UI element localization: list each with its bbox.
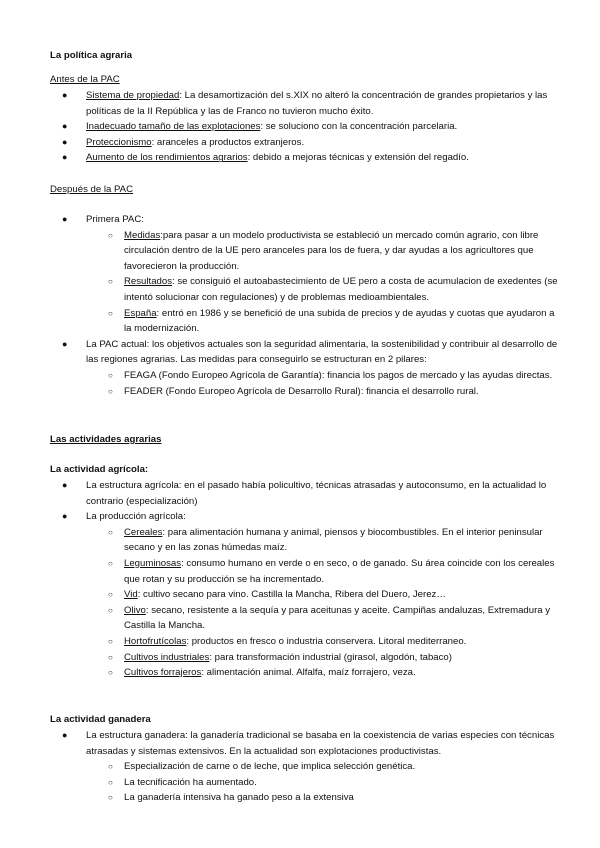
ganadera-list bbox=[50, 728, 562, 806]
list-item: ● Inadecuado tamaño de las explotaciones: se soluciono con la concentración parcelaria. bbox=[50, 119, 562, 135]
sublist-item: ○ España: entró en 1986 y se benefició de una subida de precios y de ayudas y cuotas que ayudaron a la modernización. bbox=[108, 307, 555, 335]
agricola-heading: La actividad agrícola: bbox=[50, 464, 149, 475]
bullet-icon: ● bbox=[62, 214, 68, 224]
circle-bullet-icon: ○ bbox=[108, 605, 113, 615]
ganadera-sublist bbox=[50, 759, 562, 806]
sublist-item: ○ Cultivos forrajeros: alimentación animal. Alfalfa, maíz forrajero, veza. bbox=[50, 665, 562, 681]
circle-bullet-icon: ○ bbox=[108, 277, 113, 287]
actual-sublist bbox=[50, 368, 562, 399]
list-item: ● La producción agrícola: bbox=[50, 509, 562, 525]
section-despues-heading: Después de la PAC bbox=[50, 184, 134, 195]
list-item: ● Primera PAC: bbox=[50, 212, 562, 228]
ganadera-heading: La actividad ganadera bbox=[50, 714, 151, 725]
bullet-icon: ● bbox=[62, 511, 68, 522]
list-item: ● Aumento de los rendimientos agrarios: debido a mejoras técnicas y extensión del regadío. bbox=[50, 150, 562, 166]
list-item: ● La estructura agrícola: en el pasado había policultivo, técnicas atrasadas y autoconsumo, en la actualidad lo contrario (especialización) bbox=[62, 480, 547, 507]
despues-list bbox=[50, 212, 562, 399]
circle-bullet-icon: ○ bbox=[108, 590, 113, 600]
sublist-item: ○ La ganadería intensiva ha ganado peso a la extensiva bbox=[50, 790, 562, 806]
circle-bullet-icon: ○ bbox=[108, 230, 113, 240]
sublist-item: ○ Cereales: para alimentación humana y animal, piensos y biocombustibles. En el interior peninsular secano y en las zonas húmedas maíz. bbox=[108, 526, 543, 554]
circle-bullet-icon: ○ bbox=[108, 668, 113, 678]
sublist-item: ○ FEAGA (Fondo Europeo Agrícola de Garantía): financia los pagos de mercado y las ayudas directas. bbox=[50, 368, 562, 384]
bullet-icon: ● bbox=[62, 121, 68, 132]
sublist-item: ○ Hortofrutícolas: productos en fresco o industria conservera. Litoral mediterraneo. bbox=[50, 634, 562, 650]
circle-bullet-icon: ○ bbox=[108, 370, 113, 380]
sublist-item: ○ Medidas:para pasar a un modelo productivista se estableció un mercado común agrario, con libre circulación dentro de la UE pero aranceles para los de fuera, y dar ayudas a los agricultores que favorecieron la producción. bbox=[108, 229, 539, 272]
circle-bullet-icon: ○ bbox=[108, 527, 113, 537]
bullet-icon: ● bbox=[62, 152, 68, 163]
circle-bullet-icon: ○ bbox=[108, 636, 113, 646]
sublist-item: ○ Especialización de carne o de leche, que implica selección genética. bbox=[50, 759, 562, 775]
list-item: ● Sistema de propiedad: La desamortización del s.XIX no alteró la concentración de grandes propietarios y las políticas de la II República y las de Franco no tuvieron mucho éxito. bbox=[62, 90, 548, 117]
cultivos-sublist bbox=[50, 525, 562, 681]
agricola-list bbox=[50, 478, 562, 681]
section-antes-heading: Antes de la PAC bbox=[50, 74, 120, 85]
sublist-item: ○ La tecnificación ha aumentado. bbox=[50, 775, 562, 791]
bullet-icon: ● bbox=[62, 338, 68, 349]
sublist-item: ○ Resultados: se consiguió el autoabastecimiento de UE pero a costa de acumulacion de exedentes (se intentó solucionar con regulaciones) y de problemas medioambientales. bbox=[108, 276, 558, 303]
bullet-icon: ● bbox=[62, 90, 68, 100]
section-actividades-heading: Las actividades agrarias bbox=[50, 434, 162, 445]
circle-bullet-icon: ○ bbox=[108, 558, 113, 568]
circle-bullet-icon: ○ bbox=[108, 762, 113, 772]
list-item: ● Proteccionismo: aranceles a productos extranjeros. bbox=[50, 135, 562, 151]
list-item: ● La estructura ganadera: la ganadería tradicional se basaba en la coexistencia de varias especies con técnicas atrasadas y sistemas extensivos. En la actualidad son explotaciones productivistas. bbox=[62, 730, 555, 757]
circle-bullet-icon: ○ bbox=[108, 652, 113, 662]
bullet-icon: ● bbox=[62, 136, 68, 147]
sublist-item: ○ Cultivos industriales: para transformación industrial (girasol, algodón, tabaco) bbox=[50, 650, 562, 666]
primera-sublist bbox=[50, 228, 562, 337]
circle-bullet-icon: ○ bbox=[108, 386, 113, 396]
bullet-icon: ● bbox=[62, 730, 68, 740]
circle-bullet-icon: ○ bbox=[108, 308, 113, 318]
sublist-item: ○ Vid: cultivo secano para vino. Castilla la Mancha, Ribera del Duero, Jerez… bbox=[50, 587, 562, 603]
list-item: ● La PAC actual: los objetivos actuales son la seguridad alimentaria, la sostenibilidad y contribuir al desarrollo de las regiones agrarias. Las medidas para conseguirlo se estructuran en 2 pilares: bbox=[62, 338, 558, 366]
sublist-item: ○ Leguminosas: consumo humano en verde o en seco, o de ganado. Su área coincide con los cereales que rotan y su producción se ha incrementado. bbox=[108, 557, 555, 585]
circle-bullet-icon: ○ bbox=[108, 777, 113, 787]
circle-bullet-icon: ○ bbox=[108, 793, 113, 803]
sublist-item: ○ Olivo: secano, resistente a la sequía y para aceitunas y aceite. Campiñas andaluzas, Extremadura y Castilla la Mancha. bbox=[108, 604, 551, 632]
document-title: La política agraria bbox=[50, 50, 133, 61]
sublist-item: ○ FEADER (Fondo Europeo Agrícola de Desarrollo Rural): financia el desarrollo rural. bbox=[50, 384, 562, 400]
antes-list bbox=[50, 88, 562, 166]
bullet-icon: ● bbox=[62, 480, 68, 490]
